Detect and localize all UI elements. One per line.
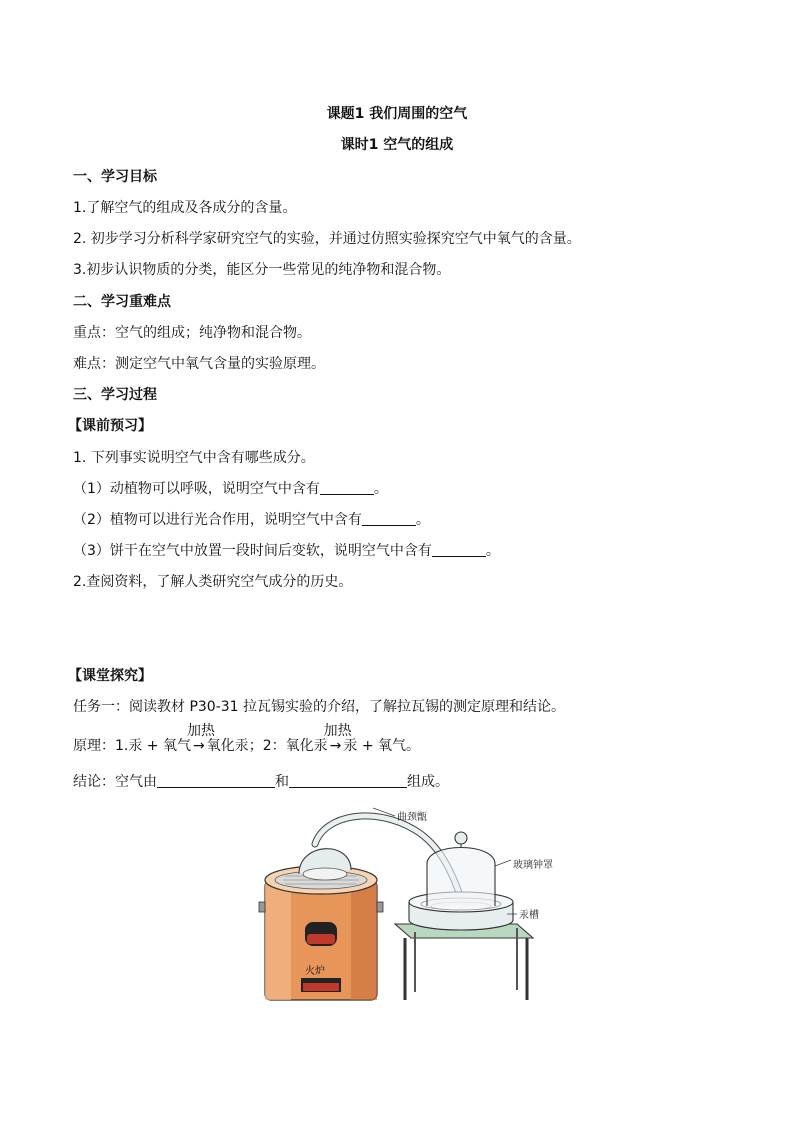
key-point: 重点：空气的组成；纯净物和混合物。 — [73, 325, 311, 341]
trough-label: 汞槽 — [519, 910, 539, 921]
answer-blank[interactable] — [432, 542, 486, 557]
reaction-arrow — [323, 723, 352, 754]
item-text: （3）饼干在空气中放置一段时间后变软，说明空气中含有 — [73, 543, 432, 559]
preview-question-2: 2.查阅资料，了解人类研究空气成分的历史。 — [73, 574, 353, 590]
conclusion-text: 结论：空气由 — [73, 774, 157, 790]
page-title: 课题1 我们周围的空气 — [326, 106, 468, 122]
furnace-label: 火炉 — [305, 966, 325, 977]
heat-condition: 加热 — [187, 723, 215, 739]
explore-heading: 【课堂探究】 — [68, 668, 152, 684]
answer-blank[interactable] — [320, 480, 374, 495]
page-subtitle: 课时1 空气的组成 — [340, 137, 454, 153]
item-text: （2）植物可以进行光合作用，说明空气中含有 — [73, 512, 362, 528]
principle-line — [73, 723, 421, 755]
item-text: （1）动植物可以呼吸，说明空气中含有 — [73, 481, 320, 497]
item-end: 。 — [415, 512, 430, 528]
retort-label: 曲颈甑 — [397, 812, 427, 823]
goal-2: 2. 初步学习分析科学家研究空气的实验，并通过仿照实验探究空气中氧气的含量。 — [73, 231, 581, 247]
preview-item-3 — [73, 540, 500, 560]
table-illustration — [395, 924, 533, 1000]
preview-item-1 — [73, 478, 388, 498]
item-end: 。 — [373, 481, 388, 497]
task-1: 任务一：阅读教材 P30-31 拉瓦锡实验的介绍，了解拉瓦锡的测定原理和结论。 — [73, 699, 566, 715]
goal-3: 3.初步认识物质的分类，能区分一些常见的纯净物和混合物。 — [73, 262, 451, 278]
answer-blank[interactable] — [157, 773, 275, 788]
difficult-point: 难点：测定空气中氧气含量的实验原理。 — [73, 356, 325, 372]
preview-question-1: 1. 下列事实说明空气中含有哪些成分。 — [73, 450, 315, 466]
answer-blank[interactable] — [362, 511, 416, 526]
reaction-1-reactants: 1.汞 + 氧气 — [115, 738, 191, 754]
conclusion-end: 组成。 — [407, 774, 449, 790]
item-end: 。 — [485, 543, 500, 559]
bell-jar-label: 玻璃钟罩 — [513, 860, 553, 871]
conclusion-and: 和 — [275, 774, 289, 790]
arrow-icon: → — [193, 738, 205, 754]
furnace-illustration — [259, 866, 383, 1000]
goals-heading: 一、学习目标 — [73, 169, 157, 185]
reaction-1-product: 氧化汞； — [206, 738, 263, 754]
goal-1: 1.了解空气的组成及各成分的含量。 — [73, 200, 297, 216]
preview-item-2 — [73, 509, 430, 529]
lavoisier-apparatus-figure — [255, 802, 553, 1012]
key-heading: 二、学习重难点 — [73, 294, 171, 310]
reaction-2-products: 汞 + 氧气。 — [343, 738, 421, 754]
heat-condition: 加热 — [323, 723, 352, 739]
arrow-icon: → — [329, 738, 342, 754]
preview-heading: 【课前预习】 — [68, 418, 152, 434]
process-heading: 三、学习过程 — [73, 387, 157, 403]
conclusion-line — [73, 771, 449, 791]
reaction-arrow — [187, 723, 215, 754]
principle-label: 原理： — [73, 738, 115, 754]
reaction-2-reactant: 2：氧化汞 — [262, 738, 328, 754]
answer-blank[interactable] — [289, 773, 407, 788]
